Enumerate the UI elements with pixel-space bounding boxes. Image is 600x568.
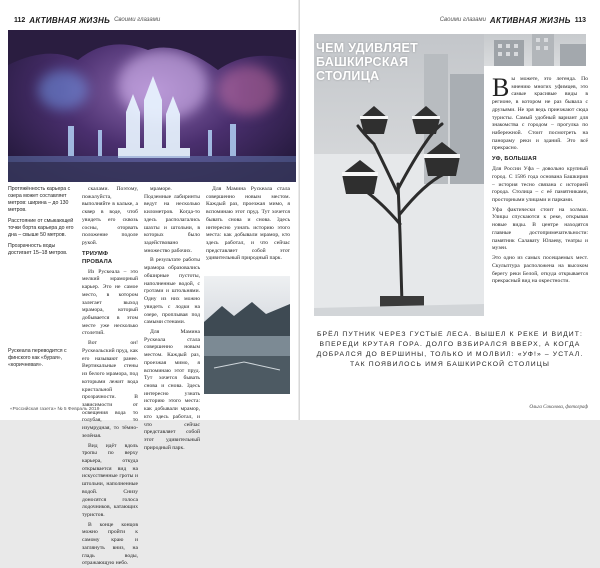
ice-sculpture-illustration xyxy=(8,30,296,182)
winter-building-photo xyxy=(484,34,586,66)
left-footer: «Российская газета» № 5 Февраль 2019 xyxy=(10,407,100,412)
paragraph: Для Мамина Рускеала стала совершенно новым местом. Каждый раз, проезжая мимо, я вспоминаю этот пруд. Тут хочется бывать снова и снова. Здесь интересно узнать историю этого места: как добывали мрамор, кто здесь работал, и что сейчас представляет собой этот удивительный природный парк. xyxy=(144,328,200,451)
bottom-caption xyxy=(8,348,74,373)
marble-lake-photo xyxy=(204,276,290,394)
paragraph: Из Рускеала – это мелкий мраморный карьер. Это не самое место, в котором залегает выход мрамора, который добывается в этом месте уже несколько столетий. xyxy=(82,268,138,337)
right-running-header xyxy=(436,14,590,26)
building-illustration xyxy=(484,34,586,66)
paragraph: Для Мамина Рускеала стала совершенно новым местом. Каждый раз, проезжая мимо, я вспоминаю этот пруд. Тут хочется бывать снова и снова. Здесь интересно узнать историю этого места: как добывали мрамор, кто здесь работал, и что сейчас представляет собой этот удивительный природный парк. xyxy=(206,186,290,262)
article-title: ЧЕМ УДИВЛЯЕТ БАШКИРСКАЯ СТОЛИЦА xyxy=(316,41,419,83)
left-rubric-sub: Своими глазами xyxy=(114,17,161,23)
paragraph: Для России Уфа – довольно крупный город. С 1586 года основана Башкирия – история тесно связана с историей города. Столица – с её памятниками, просторными улицами и парками. xyxy=(492,166,588,204)
intro-paragraph xyxy=(492,73,588,153)
paragraph: скалами. Поэтому, пожалуйста, выполняйте в кальке, а сквер в воде, чтоб увидеть его сквозь сосны, оторвать положение подоле рукой. xyxy=(82,186,138,247)
paragraph: Это одно из самых посещаемых мест. Скульптура расположена на высоком берегу реки Белой, откуда открывается прекрасный вид на окрестности. xyxy=(492,255,588,285)
right-page xyxy=(300,0,600,420)
right-text-column xyxy=(492,73,588,288)
lake-illustration xyxy=(204,276,290,394)
bottom-caption-text: Рускеала переводится с финского как «бурая», «коричневая». xyxy=(8,348,67,369)
facts-captions xyxy=(8,186,74,261)
left-column-3 xyxy=(206,186,290,272)
right-rubric-sub: Своими глазами xyxy=(439,17,486,23)
subhead-triumph: ТРИУМФ ПРОВАЛА xyxy=(82,250,113,265)
subhead-ufa: УФ, БОЛЬШАЯ xyxy=(492,156,537,163)
paragraph: Вид идёт вдоль тропы по верху карьера, откуда открывается вид на искусственные гроты и штольни, наполненные водой. Снизу доносятся голоса лодочников, катающих туристов. xyxy=(82,442,138,518)
caption-2: Расстояние от смыкающей точки борта карьера до его дна – свыше 50 метров. xyxy=(8,218,74,239)
intro-text: ы можете, это легенда. По мнению многих уфимцев, это самые красивые виды в регионе, в котором не раз бывала с друзьями. Не зря ведь приезжают сюда туристы. Самый удобный вариант для знакомства с городом – прогулка по набережной. Стоит посмотреть на панораму реки и зданий. Это всё прекрасно. xyxy=(492,76,588,152)
left-running-header xyxy=(10,14,164,26)
paragraph: Вот он! Рускеальский пруд, как его называют ранее. Вертикальные стены из белого мрамора, под которыми лежит вода кристальной прозрачности. В зависимости от освещения вода то голубая, то изумрудная, то тёмно-зелёная. xyxy=(82,340,138,439)
photo-credit: Ольга Соколова, фотограф xyxy=(529,405,588,410)
legend-quote: БРЁЛ ПУТНИК ЧЕРЕЗ ГУСТЫЕ ЛЕСА. ВЫШЕЛ К РЕКЕ И ВИДИТ: ВПЕРЕДИ КРУТАЯ ГОРА. ДОЛГО ВЗБИРАЛСЯ ВВЕРХ, А КОГДА ДОБРАЛСЯ ДО ВЕРШИНЫ, ТОЛЬКО И МОЛВИЛ: «УФ!» – УСТАЛ. ТАК ПОЯВИЛОСЬ ИМЯ БАШКИРСКОЙ СТОЛИЦЫ xyxy=(316,331,584,368)
dropcap-letter: В xyxy=(492,73,510,102)
paragraph: В результате работы мрамора образовались обширные пустоты, наполненные водой, с гротами и штольнями. Одну из них можно увидеть с лодки на озере, проплывая под самыми стенами. xyxy=(144,257,200,326)
left-page-number: 112 xyxy=(14,16,26,24)
left-column-2 xyxy=(144,186,200,451)
paragraph: мраморе. Подземные лабиринты ведут на несколько километров. Когда-то здесь располагались шахты и штольни, в которых было задействовано множество рабочих. xyxy=(144,186,200,254)
caption-1: Протяжённость карьера с озера может составляет метров: ширина – до 130 метров. xyxy=(8,186,71,214)
right-rubric: АКТИВНАЯ ЖИЗНЬ xyxy=(489,15,571,25)
left-rubric: АКТИВНАЯ ЖИЗНЬ xyxy=(29,15,111,25)
caption-3: Прозрачность воды достигает 15–18 метров. xyxy=(8,243,68,257)
cave-photo xyxy=(8,30,296,182)
right-page-number: 113 xyxy=(574,16,586,24)
left-column-1 xyxy=(82,186,138,567)
paragraph: Уфа фактически стоит на холмах. Улицы спускаются к реке, открывая новые виды. В центре находятся главные достопримечательности: памятник Салавату Юлаеву, театры и музеи. xyxy=(492,206,588,252)
paragraph: В конце концов можно пройти к самому краю и заглянуть вниз, на гладь воды, отражающую небо. xyxy=(82,521,138,567)
left-page xyxy=(0,0,300,567)
